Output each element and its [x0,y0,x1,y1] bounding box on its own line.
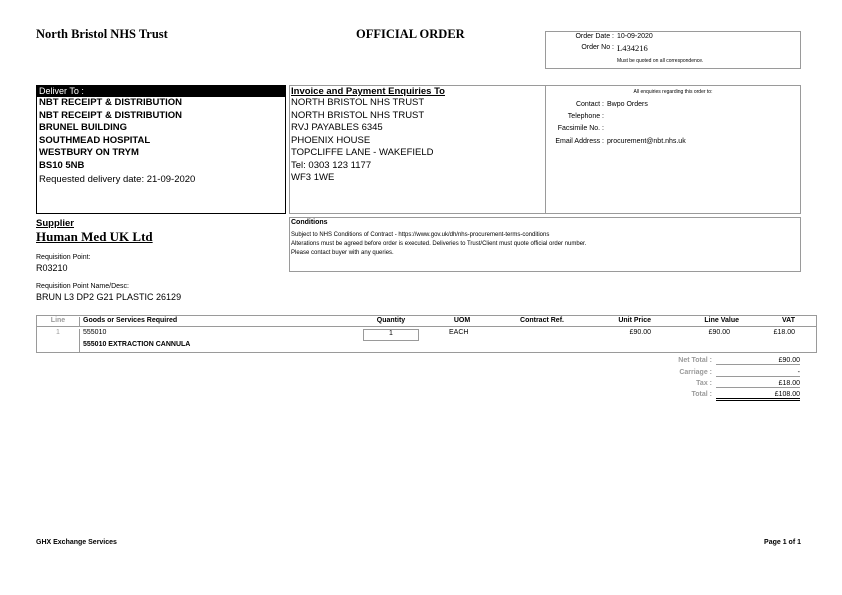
contact-label: Contact : [575,101,604,108]
row-unit-price: £90.00 [629,329,651,336]
col-unit-price: Unit Price [618,317,651,324]
col-line-value: Line Value [704,317,739,324]
carriage-value: - [716,369,800,377]
col-goods: Goods or Services Required [83,317,178,324]
contact-value: Bwpo Orders [607,101,648,108]
footer-left: GHX Exchange Services [36,539,117,546]
invoice-address [291,97,434,185]
requested-delivery-date: Requested delivery date: 21-09-2020 [39,174,196,185]
col-quantity: Quantity [376,317,406,324]
requisition-desc-value: BRUN L3 DP2 G21 PLASTIC 26129 [36,292,182,302]
invoice-line: PHOENIX HOUSE [291,134,371,146]
telephone-label: Telephone : [567,113,604,120]
deliver-line: SOUTHMEAD HOSPITAL [39,134,151,146]
row-line-number: 1 [37,329,80,352]
deliver-line: NBT RECEIPT & DISTRIBUTION [39,109,183,121]
conditions-text [291,231,586,258]
col-contract: Contract Ref. [520,317,564,324]
email-label: Email Address : [555,138,604,145]
fax-label: Facsimile No. : [557,125,604,132]
total-label: Total : [691,391,712,398]
enquiries-box [545,85,801,214]
row-line-value: £90.00 [708,329,730,336]
invoice-box [289,85,546,214]
requisition-point-value: R03210 [36,263,68,273]
enquiries-heading: All enquiries regarding this order to: [633,89,713,95]
net-total-value: £90.00 [716,357,800,365]
col-line: Line [37,317,80,327]
order-date-label: Order Date : [575,33,614,40]
order-date-value: 10-09-2020 [617,33,653,40]
table-row [37,327,816,352]
invoice-line: TOPCLIFFE LANE - WAKEFIELD [291,147,434,158]
invoice-line: NORTH BRISTOL NHS TRUST [291,109,425,121]
deliver-to-box [36,85,286,214]
invoice-line: NORTH BRISTOL NHS TRUST [291,97,425,108]
totals-block [640,357,802,405]
document-title: OFFICIAL ORDER [356,27,465,41]
condition-line: Please contact buyer with any queries. [291,250,394,256]
order-info-box [545,31,801,69]
supplier-name: Human Med UK Ltd [36,229,153,244]
condition-line: Alterations must be agreed before order is executed. Deliveries to Trust/Client must quote official order number. [291,241,587,247]
deliver-to-heading: Deliver To : [37,86,285,97]
requisition-desc-label: Requisition Point Name/Desc: [36,283,129,290]
condition-line: Subject to NHS Conditions of Contract - https://www.gov.uk/dh/nhs-procurement-terms-conditions [291,232,550,238]
tax-value: £18.00 [716,380,800,388]
row-vat: £18.00 [773,329,795,336]
deliver-line: BRUNEL BUILDING [39,122,127,133]
order-no-value: L434216 [617,43,648,53]
col-uom: UOM [453,317,471,324]
carriage-label: Carriage : [679,369,712,376]
invoice-line: Tel: 0303 123 1177 [291,159,372,171]
invoice-line: RVJ PAYABLES 6345 [291,122,383,133]
table-header-row [37,316,816,327]
order-no-label: Order No : [581,44,614,51]
trust-name: North Bristol NHS Trust [36,27,168,41]
deliver-line: BS10 5NB [39,159,85,171]
order-note: Must be quoted on all correspondence. [617,58,704,64]
col-vat: VAT [782,317,795,324]
requisition-point-label: Requisition Point: [36,254,91,261]
deliver-line: WESTBURY ON TRYM [39,147,139,158]
row-description: 555010 EXTRACTION CANNULA [83,341,191,348]
row-uom: EACH [449,329,469,336]
supplier-heading: Supplier [36,218,75,229]
deliver-line: NBT RECEIPT & DISTRIBUTION [39,97,183,108]
row-quantity: 1 [363,329,419,341]
tax-label: Tax : [696,380,712,387]
total-value: £108.00 [716,391,800,401]
deliver-address [39,97,182,172]
page-number: Page 1 of 1 [764,539,801,546]
invoice-heading: Invoice and Payment Enquiries To [291,86,445,97]
items-table [36,315,817,353]
conditions-box [289,217,801,272]
conditions-heading: Conditions [291,219,328,226]
invoice-line: WF3 1WE [291,172,335,183]
email-value: procurement@nbt.nhs.uk [607,138,686,145]
row-code: 555010 [83,329,107,336]
net-total-label: Net Total : [678,357,712,364]
